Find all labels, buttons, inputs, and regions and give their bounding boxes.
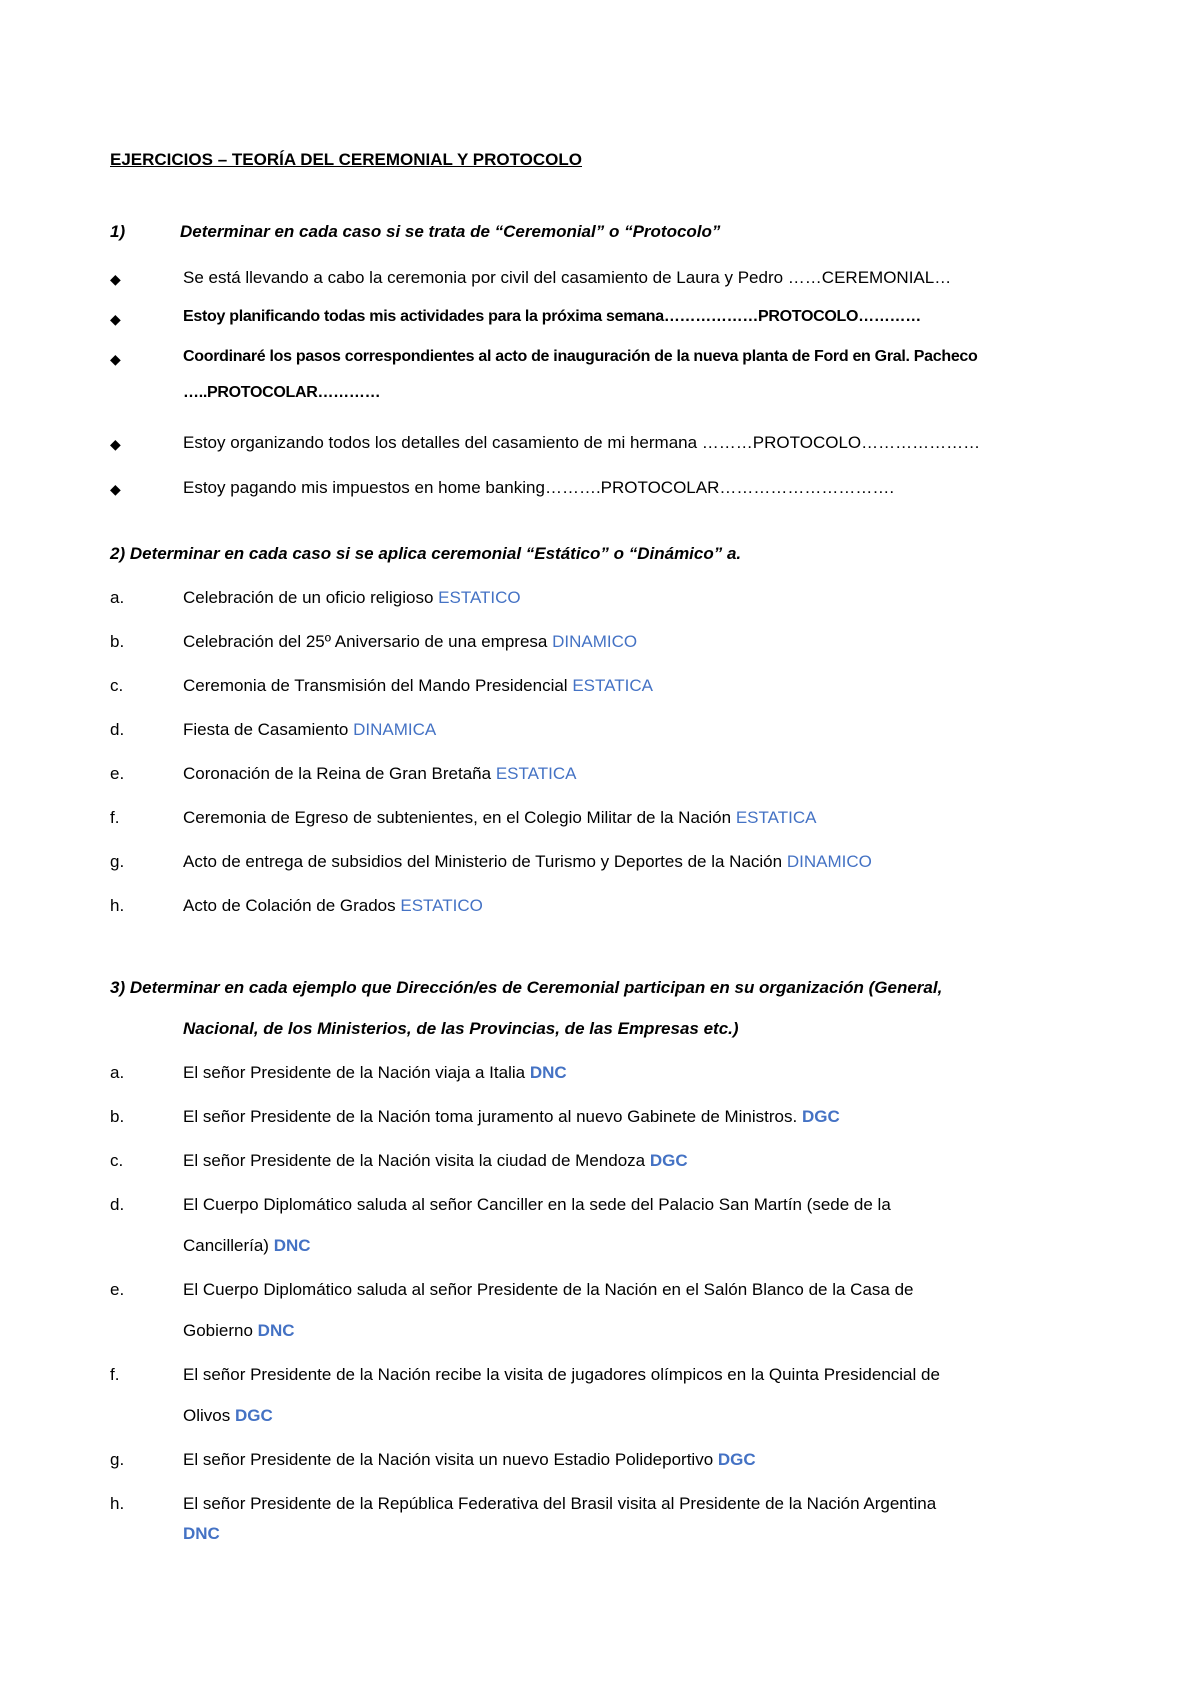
s1-item-1: Se está llevando a cabo la ceremonia por civil del casamiento de Laura y Pedro ……CEREMONIAL… [183, 268, 952, 287]
s2-mark-c: c. [110, 676, 124, 695]
s3-item-f-cont [183, 1406, 273, 1426]
s2-item-f [183, 808, 816, 828]
s3-mark-f: f. [110, 1365, 120, 1384]
s3-item-b [183, 1107, 840, 1127]
section-3-header-cont: Nacional, de los Ministerios, de las Provincias, de las Empresas etc.) [183, 1019, 739, 1038]
s2-item-text: Celebración de un oficio religioso [183, 588, 434, 607]
s1-item-5: Estoy pagando mis impuestos en home banking……….PROTOCOLAR…………………………. [183, 478, 895, 497]
s2-item-c [183, 676, 653, 696]
bullet-icon: ◆ [110, 311, 121, 327]
s3-mark-b: b. [110, 1107, 125, 1126]
bullet-icon: ◆ [110, 271, 121, 287]
s1-item-3-cont: …..PROTOCOLAR………… [183, 384, 381, 401]
s2-mark-g: g. [110, 852, 125, 871]
page-title: EJERCICIOS – TEORÍA DEL CEREMONIAL Y PROTOCOLO [110, 150, 582, 169]
s2-item-text: Acto de entrega de subsidios del Ministerio de Turismo y Deportes de la Nación [183, 852, 783, 871]
s3-item-text: Gobierno [183, 1321, 253, 1340]
s3-answer: DGC [801, 1107, 840, 1126]
s3-mark-g: g. [110, 1450, 125, 1469]
s3-item-text: El señor Presidente de la Nación viaja a Italia [183, 1063, 526, 1082]
s2-item-a [183, 588, 521, 608]
s2-answer: ESTATICO [438, 588, 521, 607]
s3-item-d: El Cuerpo Diplomático saluda al señor Canciller en la sede del Palacio San Martín (sede de la [183, 1195, 891, 1214]
s3-item-a [183, 1063, 567, 1083]
s3-item-h-answer: DNC [183, 1524, 220, 1543]
s1-item-3: Coordinaré los pasos correspondientes al acto de inauguración de la nueva planta de Ford en Gral. Pacheco [183, 348, 978, 365]
s2-item-text: Celebración del 25º Aniversario de una empresa [183, 632, 548, 651]
s2-mark-e: e. [110, 764, 125, 783]
s3-mark-h: h. [110, 1494, 125, 1513]
s3-answer: DGC [717, 1450, 756, 1469]
s3-answer: DNC [529, 1063, 567, 1082]
s3-item-text: Olivos [183, 1406, 231, 1425]
s2-answer: ESTATICA [572, 676, 653, 695]
s3-answer: DNC [257, 1321, 295, 1340]
s3-item-text: El señor Presidente de la Nación visita la ciudad de Mendoza [183, 1151, 646, 1170]
s3-mark-e: e. [110, 1280, 125, 1299]
s1-item-2: Estoy planificando todas mis actividades para la próxima semana………………PROTOCOLO………… [183, 308, 921, 325]
section-1-number: 1) [110, 222, 126, 241]
s2-item-e [183, 764, 576, 784]
s3-item-e-cont [183, 1321, 295, 1341]
s3-item-h: El señor Presidente de la República Federativa del Brasil visita al Presidente de la Nación Argentina [183, 1494, 937, 1513]
s2-mark-h: h. [110, 896, 125, 915]
s1-item-4: Estoy organizando todos los detalles del casamiento de mi hermana ………PROTOCOLO………………… [183, 433, 981, 452]
s2-answer: DINAMICO [552, 632, 638, 651]
s3-mark-c: c. [110, 1151, 124, 1170]
section-2-header: 2) Determinar en cada caso si se aplica ceremonial “Estático” o “Dinámico” a. [110, 544, 742, 563]
s2-item-text: Acto de Colación de Grados [183, 896, 396, 915]
s2-mark-a: a. [110, 588, 125, 607]
section-1-header: Determinar en cada caso si se trata de “Ceremonial” o “Protocolo” [180, 222, 721, 241]
s3-item-text: El señor Presidente de la Nación visita un nuevo Estadio Polideportivo [183, 1450, 714, 1469]
s2-item-g [183, 852, 872, 872]
s2-mark-d: d. [110, 720, 125, 739]
s2-mark-b: b. [110, 632, 125, 651]
s2-answer: DINAMICA [353, 720, 437, 739]
s3-item-c [183, 1151, 688, 1171]
s3-answer: DNC [273, 1236, 311, 1255]
s3-mark-d: d. [110, 1195, 125, 1214]
s2-answer: ESTATICA [735, 808, 817, 827]
s2-mark-f: f. [110, 808, 120, 827]
s2-item-text: Coronación de la Reina de Gran Bretaña [183, 764, 492, 783]
bullet-icon: ◆ [110, 436, 121, 452]
s2-item-text: Ceremonia de Transmisión del Mando Presidencial [183, 676, 568, 695]
s3-item-text: El señor Presidente de la Nación toma juramento al nuevo Gabinete de Ministros. [183, 1107, 798, 1126]
s2-item-d [183, 720, 436, 740]
s2-item-text: Ceremonia de Egreso de subtenientes, en el Colegio Militar de la Nación [183, 808, 732, 827]
s2-item-text: Fiesta de Casamiento [183, 720, 349, 739]
s3-mark-a: a. [110, 1063, 125, 1082]
s3-item-d-cont [183, 1236, 311, 1256]
s2-item-b [183, 632, 637, 652]
s3-item-e: El Cuerpo Diplomático saluda al señor Presidente de la Nación en el Salón Blanco de la Casa de [183, 1280, 914, 1299]
s2-answer: ESTATICA [495, 764, 577, 783]
s3-answer: DGC [234, 1406, 273, 1425]
section-3-header: 3) Determinar en cada ejemplo que Dirección/es de Ceremonial participan en su organización (General, [110, 978, 943, 997]
s3-answer: DGC [649, 1151, 688, 1170]
s3-item-f: El señor Presidente de la Nación recibe la visita de jugadores olímpicos en la Quinta Presidencial de [183, 1365, 940, 1384]
s2-item-h [183, 896, 483, 916]
s3-item-text: Cancillería) [183, 1236, 269, 1255]
s2-answer: ESTATICO [400, 896, 483, 915]
s3-item-g [183, 1450, 756, 1470]
bullet-icon: ◆ [110, 481, 121, 497]
bullet-icon: ◆ [110, 351, 121, 367]
s2-answer: DINAMICO [786, 852, 872, 871]
